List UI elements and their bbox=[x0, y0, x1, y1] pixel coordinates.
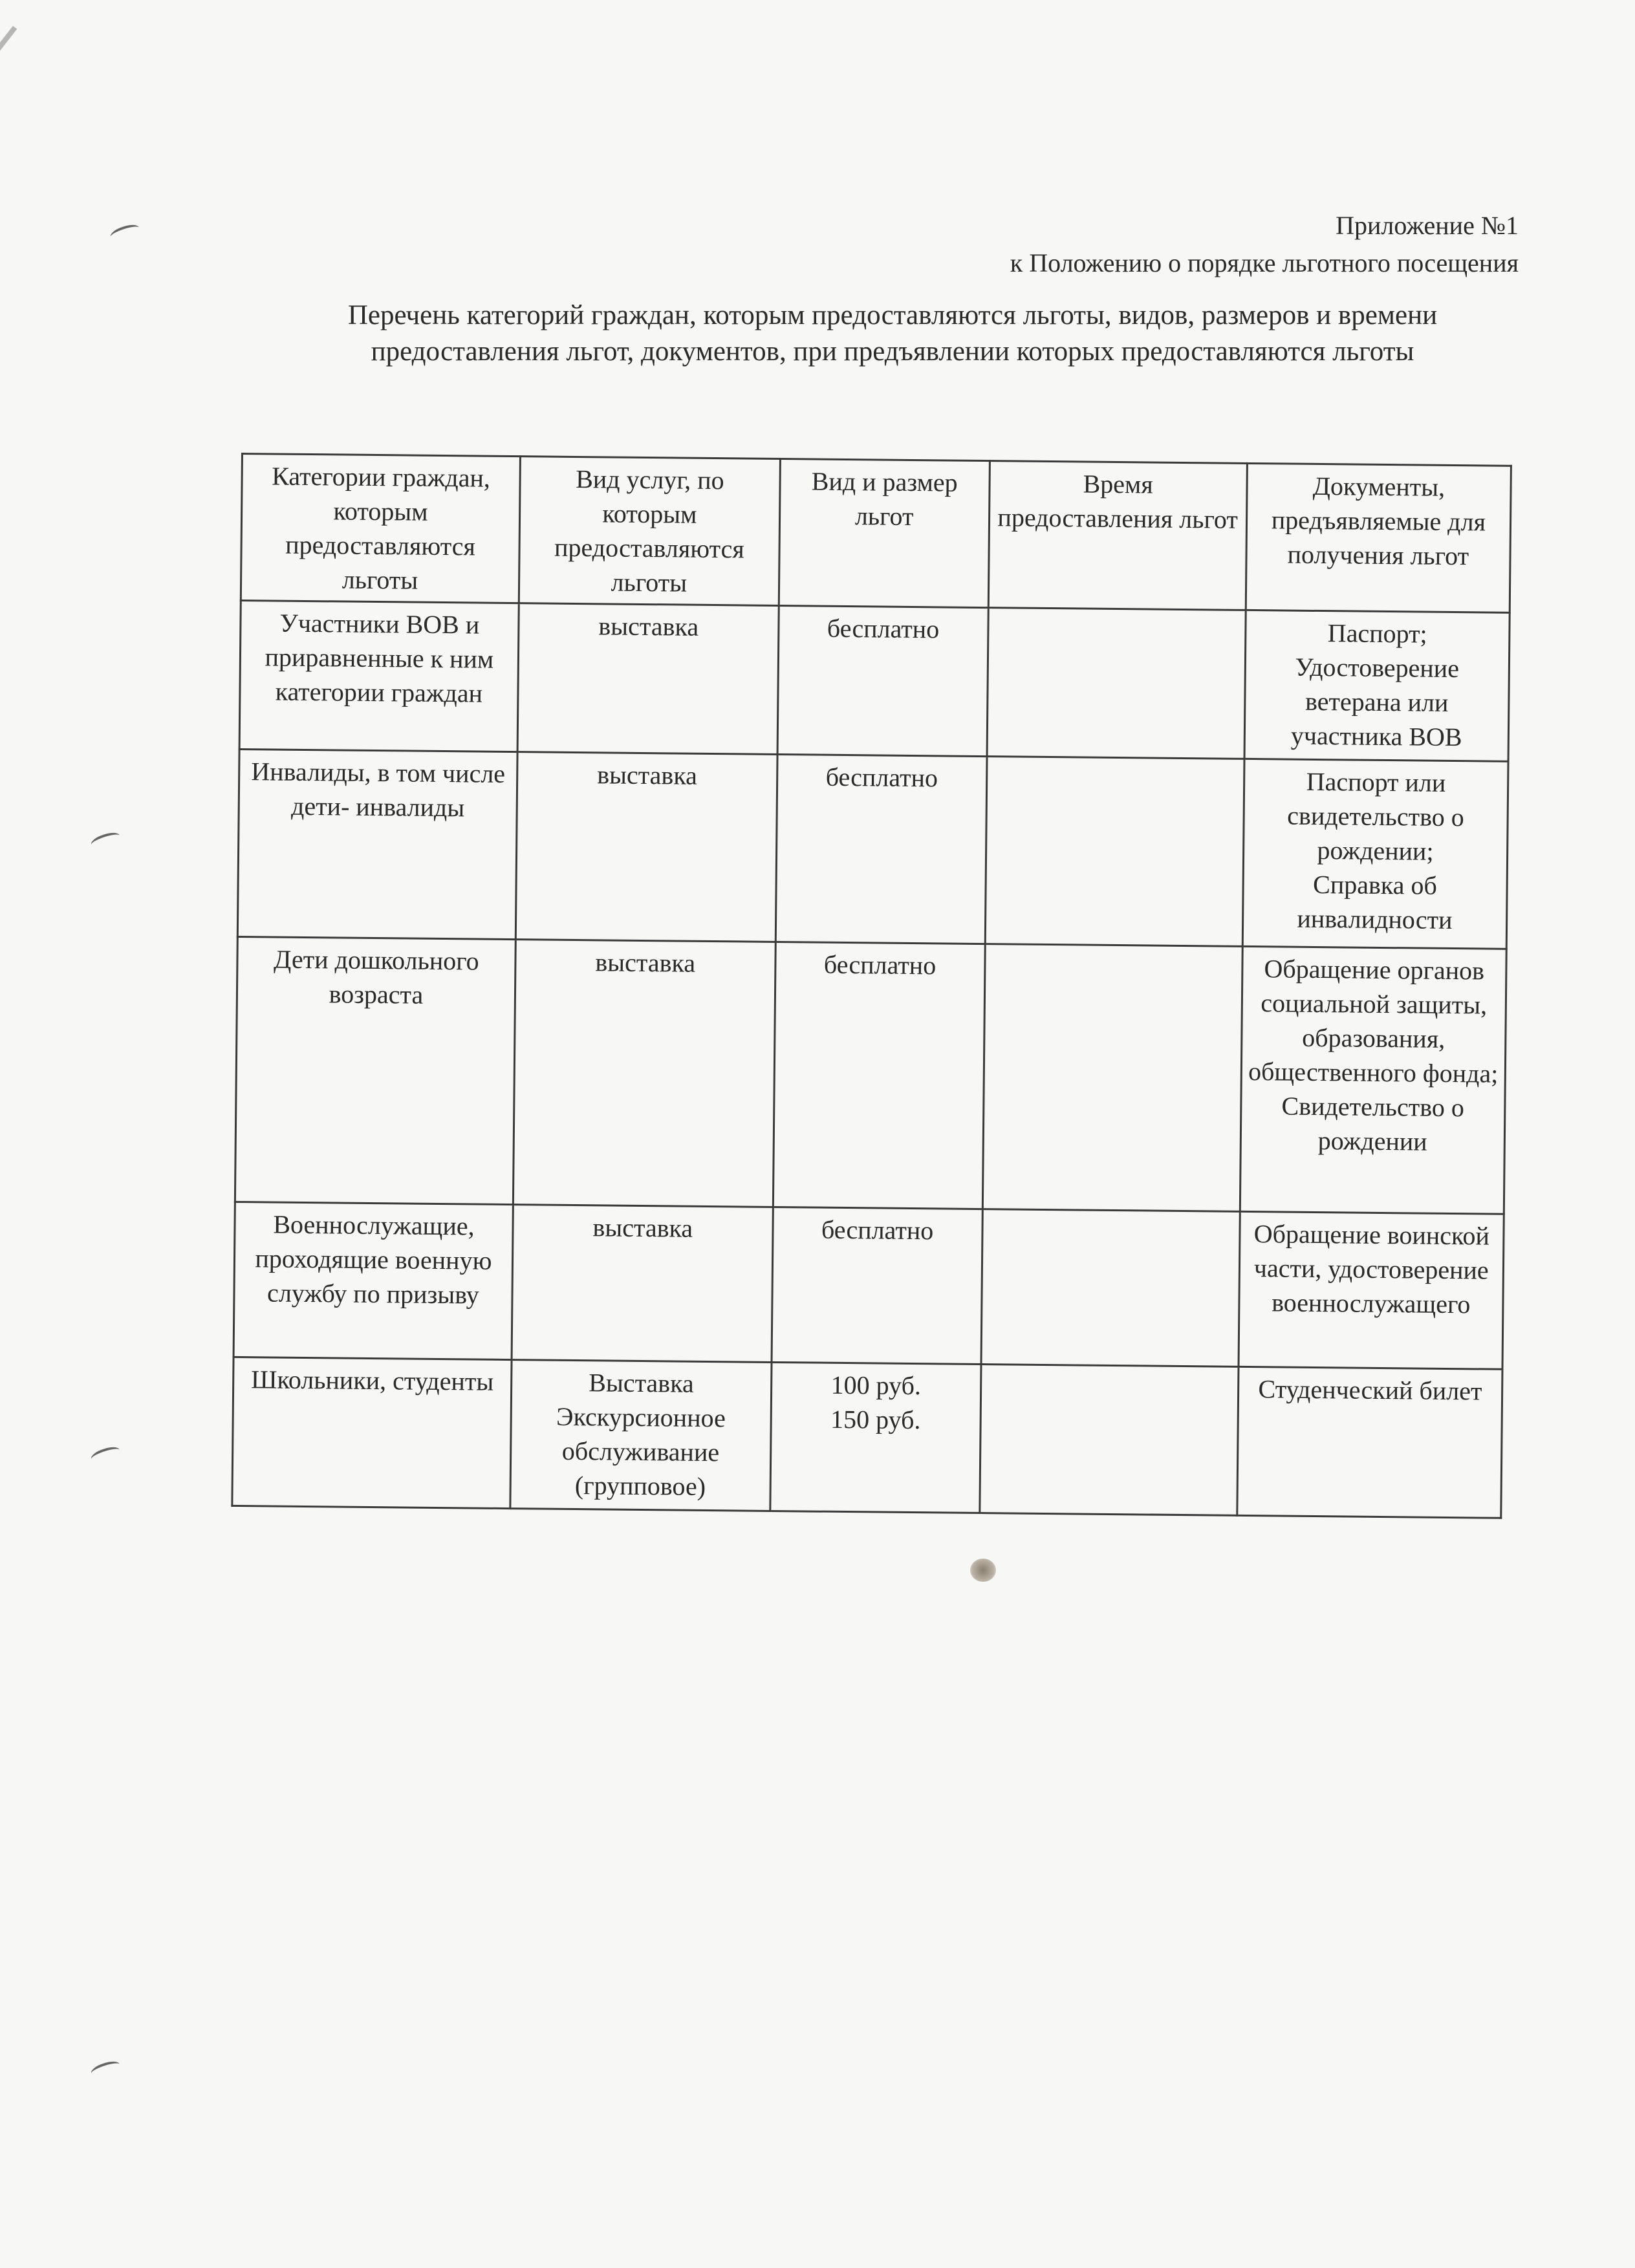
table-row bbox=[235, 936, 1506, 1214]
cell-benefit: бесплатно bbox=[775, 754, 987, 944]
table-row bbox=[239, 601, 1510, 762]
cell-documents: Студенческий билет bbox=[1237, 1366, 1502, 1518]
cell-service: выставка bbox=[512, 1205, 773, 1363]
cell-documents: Паспорт; Удостоверение ветерана или участника ВОВ bbox=[1244, 610, 1510, 761]
cell-time bbox=[985, 757, 1244, 947]
header-documents: Документы, предъявляемые для получения льгот bbox=[1246, 463, 1511, 612]
document-title: Перечень категорий граждан, которым предоставляются льготы, видов, размеров и времени предоставления льгот, документов, при предъявлении которых предоставляются льготы bbox=[347, 300, 1438, 367]
header-category: Категории граждан, которым предоставляются льготы bbox=[241, 454, 520, 603]
header-service: Вид услуг, по которым предоставляются льготы bbox=[519, 457, 780, 606]
cell-service: Выставка Экскурсионное обслуживание (групповое) bbox=[510, 1360, 772, 1511]
benefits-table bbox=[231, 453, 1512, 1519]
cell-category: Дети дошкольного возраста bbox=[235, 936, 515, 1204]
cell-category: Инвалиды, в том числе дети- инвалиды bbox=[237, 749, 517, 939]
scan-scratch bbox=[0, 26, 17, 243]
appendix-number: Приложение №1 bbox=[1336, 211, 1519, 240]
punch-hole-mark bbox=[89, 1444, 121, 1464]
cell-documents: Обращение органов социальной защиты, образования, общественного фонда; Свидетельство о рождении bbox=[1240, 946, 1506, 1214]
punch-hole-mark bbox=[89, 830, 121, 850]
cell-category: Военнослужащие, проходящие военную службу по призыву bbox=[233, 1202, 513, 1359]
table-row bbox=[233, 1202, 1504, 1369]
table-row bbox=[237, 749, 1508, 949]
cell-time bbox=[987, 608, 1246, 759]
cell-service: выставка bbox=[513, 940, 775, 1207]
paper-stain bbox=[970, 1559, 996, 1582]
cell-time bbox=[981, 1209, 1240, 1367]
cell-service: выставка bbox=[515, 752, 777, 942]
punch-hole-mark bbox=[109, 222, 140, 242]
cell-category: Участники ВОВ и приравненные к ним категории граждан bbox=[239, 601, 519, 752]
table-header-row bbox=[241, 454, 1511, 613]
cell-benefit: 100 руб. 150 руб. bbox=[770, 1362, 981, 1513]
cell-documents: Паспорт или свидетельство о рождении; Справка об инвалидности bbox=[1242, 759, 1508, 949]
appendix-header bbox=[1010, 207, 1519, 282]
punch-hole-mark bbox=[89, 2058, 121, 2079]
cell-time bbox=[982, 944, 1242, 1212]
appendix-subtitle: к Положению о порядке льготного посещения bbox=[1010, 248, 1519, 277]
cell-service: выставка bbox=[517, 603, 779, 755]
header-benefit: Вид и размер льгот bbox=[779, 459, 990, 607]
cell-documents: Обращение воинской части, удостоверение военнослужащего bbox=[1239, 1211, 1504, 1369]
header-time: Время предоставления льгот bbox=[988, 461, 1247, 610]
cell-benefit: бесплатно bbox=[773, 942, 985, 1209]
cell-benefit: бесплатно bbox=[772, 1207, 982, 1364]
cell-benefit: бесплатно bbox=[777, 605, 988, 756]
cell-category: Школьники, студенты bbox=[232, 1357, 512, 1508]
table-row bbox=[232, 1357, 1502, 1518]
cell-time bbox=[979, 1365, 1238, 1516]
